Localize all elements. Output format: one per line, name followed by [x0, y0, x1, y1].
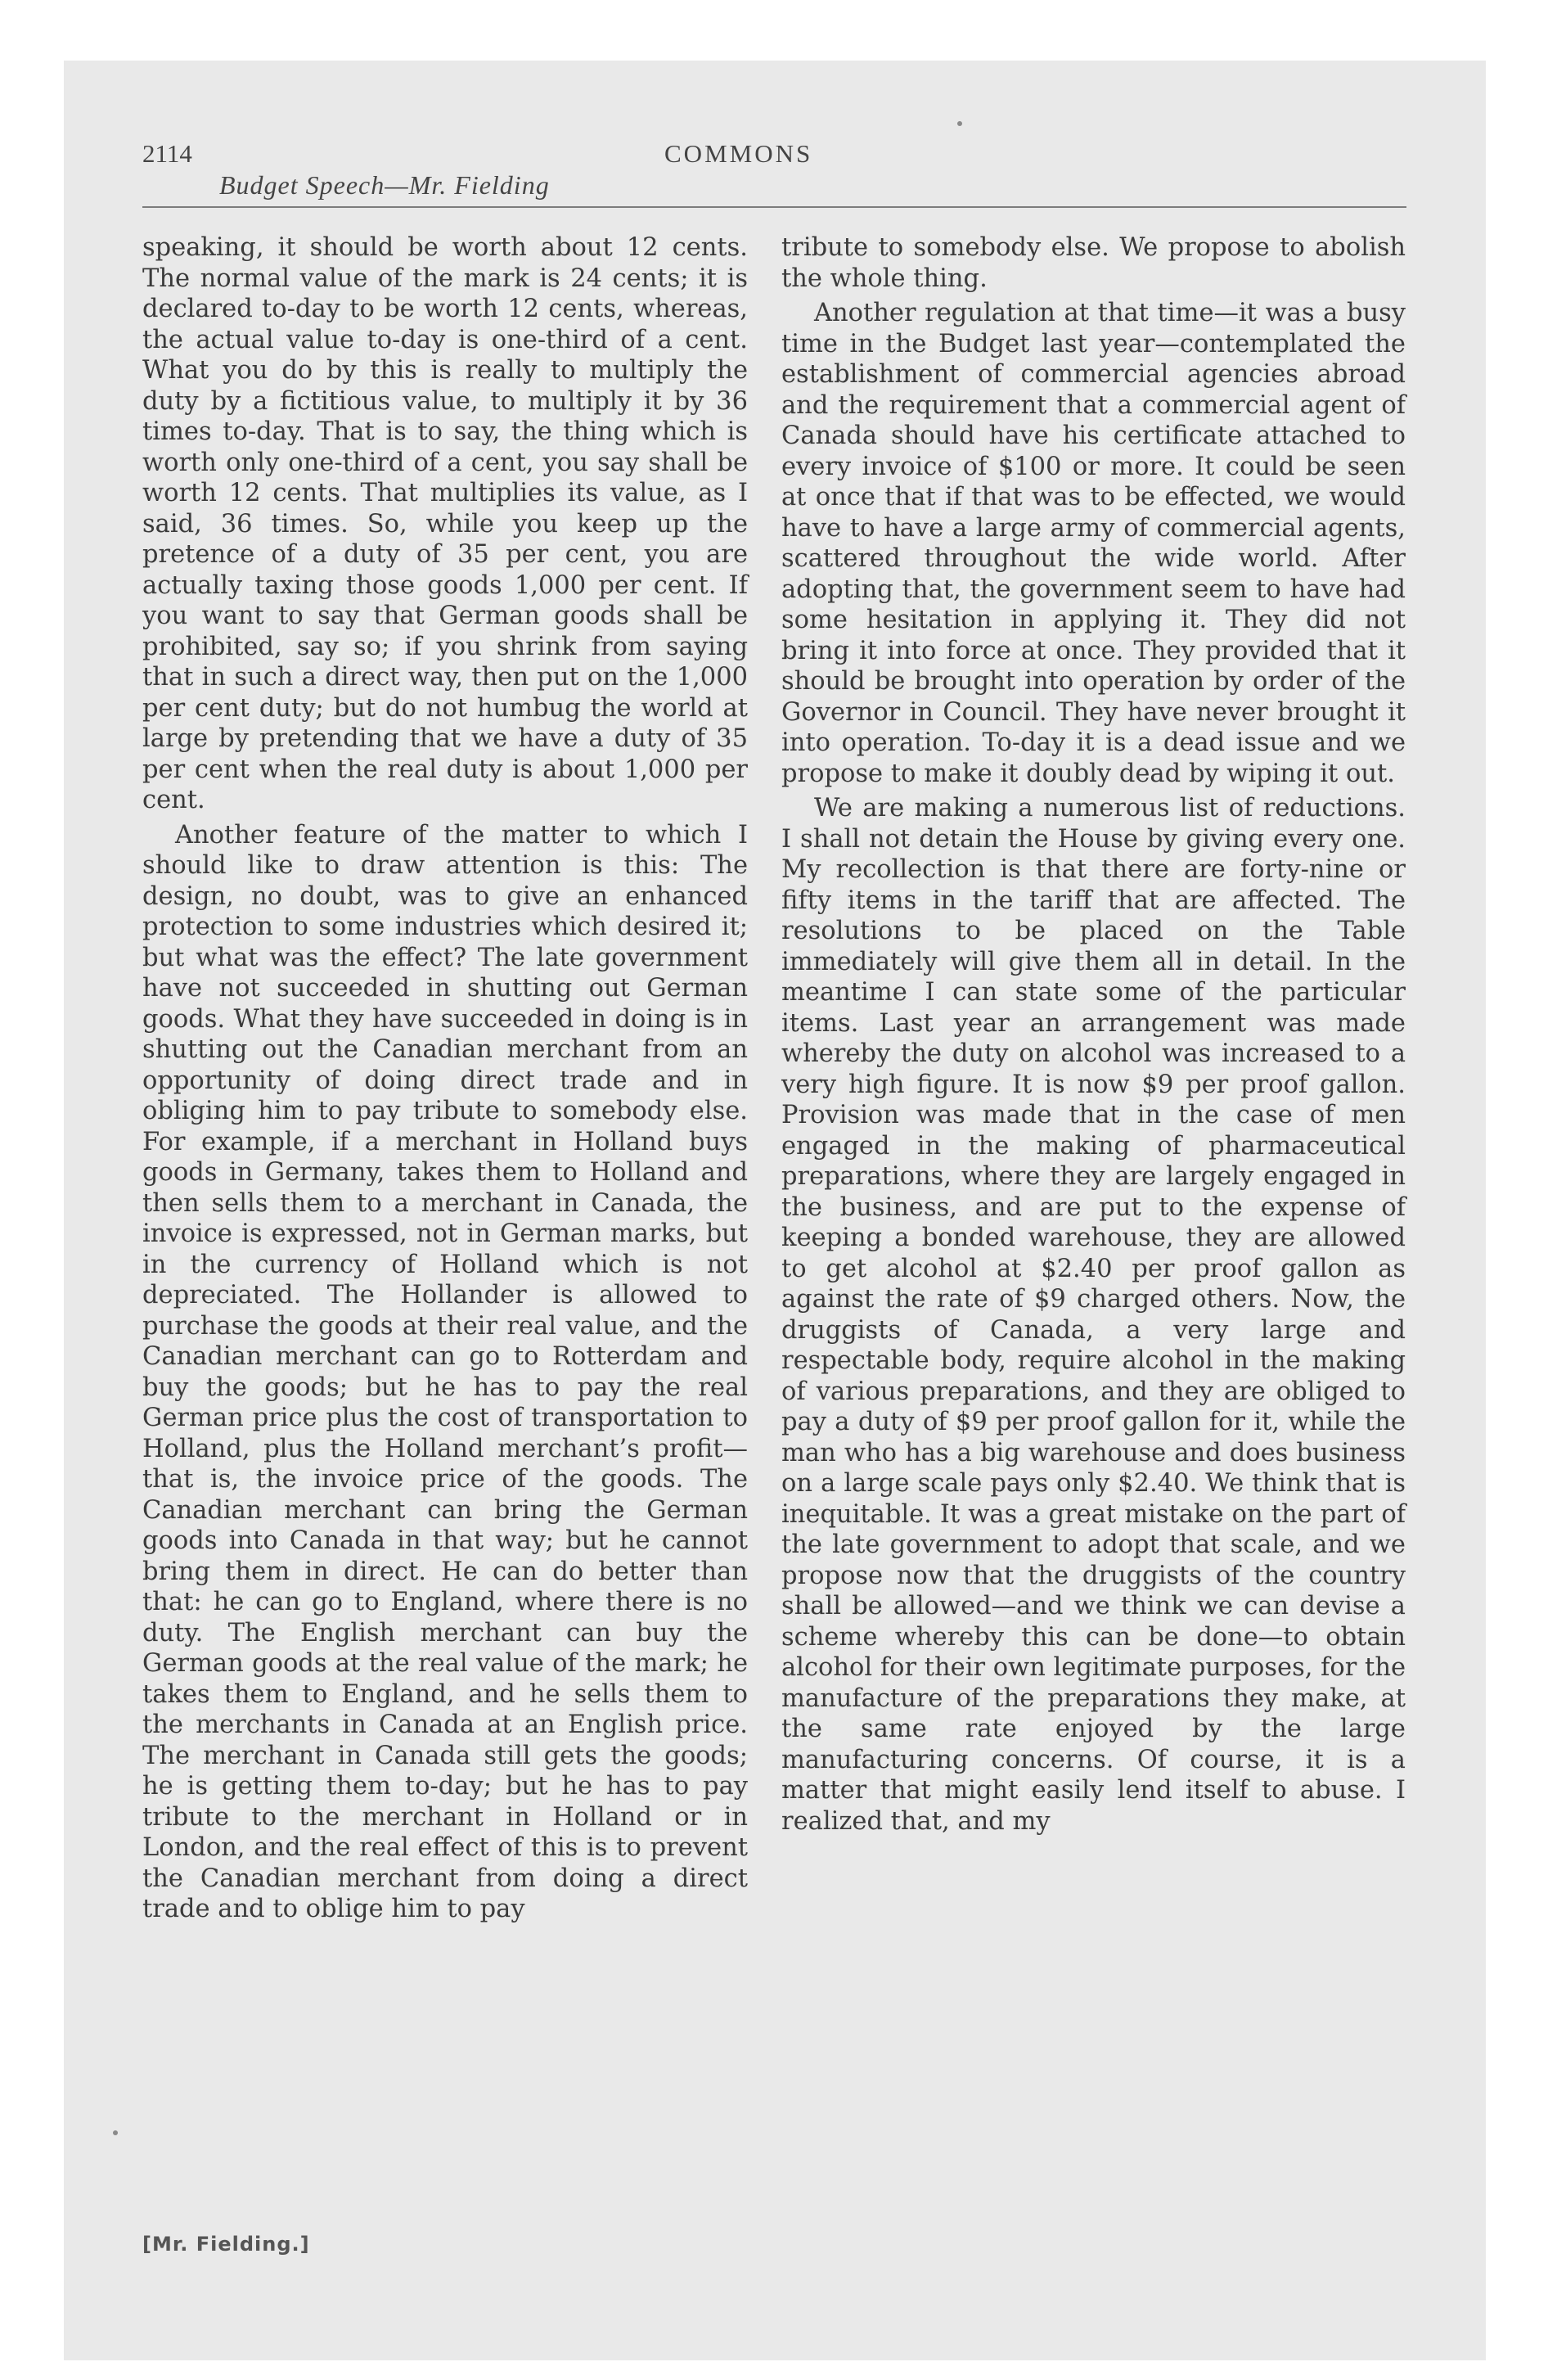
paragraph: tribute to somebody else. We propose to abolish the whole thing. — [781, 233, 1406, 293]
paragraph: Another feature of the matter to which I should like to draw attention is this: The design, no doubt, was to give an enhanced protection to some industries which desired it; but what was the effect? The late government have not succeeded in shutting out German goods. What they have succeeded in doing is in shutting out the Canadian merchant from an opportunity of doing direct trade and in obliging him to pay tribute to somebody else. For example, if a merchant in Holland buys goods in Germany, takes them to Holland and then sells them to a merchant in Canada, the invoice is expressed, not in German marks, but in the currency of Holland which is not depreciated. The Hollander is allowed to purchase the goods at their real value, and the Canadian merchant can go to Rotterdam and buy the goods; but he has to pay the real German price plus the cost of transportation to Holland, plus the Holland merchant’s profit—that is, the invoice price of the goods. The Canadian merchant can bring the German goods into Canada in that way; but he cannot bring them in direct. He can do better than that: he can go to England, where there is no duty. The English merchant can buy the German goods at the real value of the mark; he takes them to England, and he sells them to the merchants in Canada at an English price. The merchant in Canada still gets the goods; he is getting them to-day; but he has to pay tribute to the merchant in Holland or in London, and the real effect of this is to prevent the Canadian merchant from doing a direct trade and to oblige him to pay — [142, 820, 748, 1923]
header-rule — [142, 206, 1406, 208]
paragraph: speaking, it should be worth about 12 cents. The normal value of the mark is 24 cents; it is declared to-day to be worth 12 cents, whereas, the actual value to-day is one-third of a cent. What you do by this is really to multiply the duty by a fictitious value, to multiply it by 36 times to-day. That is to say, the thing which is worth only one-third of a cent, you say shall be worth 12 cents. That multiplies its value, as I said, 36 times. So, while you keep up the pretence of a duty of 35 per cent, you are actually taxing those goods 1,000 per cent. If you want to say that German goods shall be prohibited, say so; if you shrink from saying that in such a direct way, then put on the 1,000 per cent duty; but do not humbug the world at large by pretending that we have a duty of 35 per cent when the real duty is about 1,000 per cent. — [142, 233, 748, 814]
running-head: COMMONS — [664, 139, 813, 168]
right-column — [781, 232, 1406, 1841]
section-subhead: Budget Speech—Mr. Fielding — [219, 170, 550, 200]
speaker-footnote: [Mr. Fielding.] — [142, 2233, 310, 2256]
paragraph: Another regulation at that time—it was a busy time in the Budget last year—contemplated the establishment of commercial agencies abroad and the requirement that a commercial agent of Canada should have his certificate attached to every invoice of $100 or more. It could be seen at once that if that was to be effected, we would have to have a large army of commercial agents, scattered throughout the wide world. After adopting that, the government seem to have had some hesitation in applying it. They did not bring it into force at once. They provided that it should be brought into operation by order of the Governor in Council. They have never brought it into operation. To-day it is a dead issue and we propose to make it doubly dead by wiping it out. — [781, 299, 1406, 788]
scan-speck — [113, 2130, 118, 2135]
scan-speck — [957, 121, 962, 126]
page-number: 2114 — [142, 139, 192, 168]
left-column — [142, 232, 748, 1929]
paragraph: We are making a numerous list of reductions. I shall not detain the House by giving every one. My recollection is that there are forty-nine or fifty items in the tariff that are affected. The resolutions to be placed on the Table immediately will give them all in detail. In the meantime I can state some of the particular items. Last year an arrangement was made whereby the duty on alcohol was increased to a very high figure. It is now $9 per proof gallon. Provision was made that in the case of men engaged in the making of pharmaceutical preparations, where they are largely engaged in the business, and are put to the expense of keeping a bonded warehouse, they are allowed to get alcohol at $2.40 per proof gallon as against the rate of $9 charged others. Now, the druggists of Canada, a very large and respectable body, require alcohol in the making of various preparations, and they are obliged to pay a duty of $9 per proof gallon for it, while the man who has a big warehouse and does business on a large scale pays only $2.40. We think that is inequitable. It was a great mistake on the part of the late government to adopt that scale, and we propose now that the druggists of the country shall be allowed—and we think we can devise a scheme whereby this can be done—to obtain alcohol for their own legitimate purposes, for the manufacture of the preparations they make, at the same rate enjoyed by the large manufacturing concerns. Of course, it is a matter that might easily lend itself to abuse. I realized that, and my — [781, 794, 1406, 1836]
